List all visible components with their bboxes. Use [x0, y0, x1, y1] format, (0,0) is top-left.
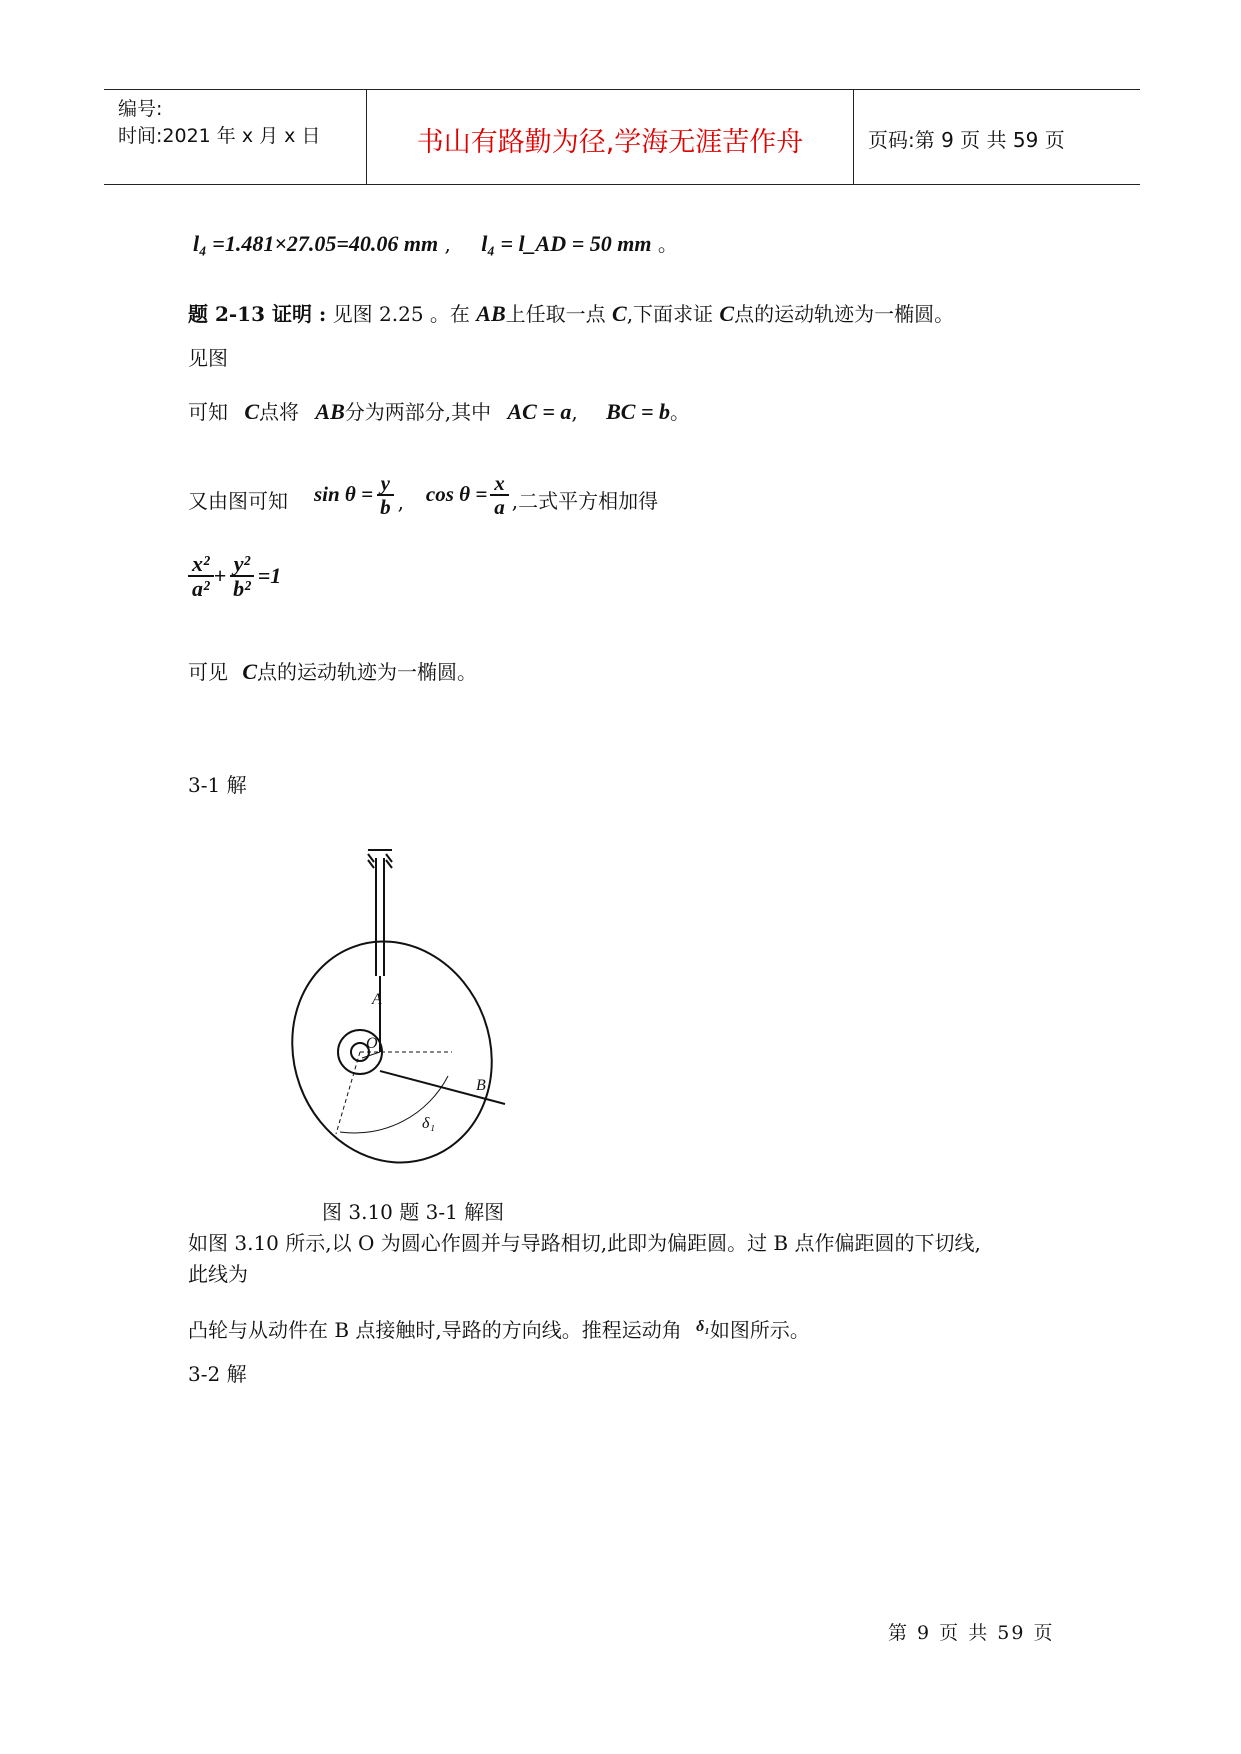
cam-figure [280, 836, 520, 1176]
text-line: 此线为 [188, 1262, 248, 1286]
sin-denominator: b [380, 494, 391, 519]
header-page-label: 页码:第 9 页 共 59 页 [868, 128, 1065, 152]
ellipse-equation [188, 552, 281, 600]
var-C: C [242, 659, 258, 684]
text: 点的运动轨迹为一椭圆。 [257, 660, 478, 684]
header-left-cell [104, 90, 367, 184]
follower-support-hatch [368, 850, 392, 868]
cos-lhs: cos θ = [425, 482, 488, 507]
trig-paragraph [188, 458, 658, 518]
text: 分为两部分,其中 [344, 400, 492, 424]
numerator: y² [230, 552, 254, 577]
fraction-y [229, 552, 255, 600]
text: 点的运动轨迹为一椭圆。 [734, 302, 955, 326]
label-B: B [476, 1077, 486, 1094]
var-C: C [244, 399, 260, 424]
sin-numerator: y [377, 472, 394, 496]
label-O: O [366, 1035, 378, 1052]
equation-l4-value: l₄ = l_AD = 50 mm [481, 231, 652, 256]
ref-line-lower [336, 1052, 360, 1134]
doc-number-label: 编号: [118, 98, 163, 120]
equals-one: =1 [257, 563, 282, 589]
sin-lhs: sin θ = [314, 482, 374, 507]
text: 。 [669, 400, 690, 424]
separator: , [444, 232, 451, 256]
fraction-x [188, 552, 214, 600]
text: 见图 2.25 。在 [332, 302, 470, 326]
var-AB: AB [476, 301, 506, 326]
text: 可见 [188, 660, 228, 684]
radius-line [362, 1052, 380, 1058]
cos-denominator: a [494, 494, 505, 519]
section-heading-3-1: 3-1 解 [188, 773, 247, 797]
var-C: C [719, 301, 735, 326]
line-end: 。 [657, 232, 678, 256]
label-delta1: δ₁ [422, 1115, 435, 1132]
text: , [571, 400, 578, 424]
equation-BC: BC = b [606, 399, 670, 424]
text: ,二式平方相加得 [511, 489, 659, 513]
section-heading-3-2: 3-2 解 [188, 1362, 247, 1386]
text-line [188, 1314, 810, 1343]
figure-caption: 图 3.10 题 3-1 解图 [322, 1200, 505, 1224]
text-line: 如图 3.10 所示,以 O 为圆心作圆并与导路相切,此即为偏距圆。过 B 点作偏距圆的下切线, [188, 1231, 981, 1255]
text: ,下面求证 [626, 302, 714, 326]
equation-AC: AC = a [507, 399, 572, 424]
header-motto: 书山有路勤为径,学海无涯苦作舟 [416, 127, 804, 158]
denominator: b² [233, 576, 251, 602]
text: 可知 [188, 400, 228, 424]
header-right-cell [854, 90, 1140, 184]
problem-title: 题 2-13 证明 : [188, 302, 327, 326]
numerator: x² [188, 552, 214, 577]
text: , [397, 490, 404, 514]
text: 凸轮与从动件在 B 点接触时,导路的方向线。推程运动角 [188, 1318, 682, 1342]
var-delta1: δ₁ [696, 1318, 710, 1335]
doc-time-label: 时间:2021 年 x 月 x 日 [118, 125, 321, 147]
cos-fraction [490, 472, 509, 518]
label-A: A [372, 991, 382, 1008]
cos-numerator: x [490, 472, 509, 496]
page-footer: 第 9 页 共 59 页 [888, 1622, 1055, 1644]
page-header [104, 89, 1140, 185]
tangent-line [380, 1071, 505, 1104]
text: 又由图可知 [188, 489, 288, 513]
plus-sign: + [213, 563, 227, 589]
header-center-cell [367, 90, 854, 184]
text-line: 见图 [188, 346, 228, 370]
text: 上任取一点 [505, 302, 606, 326]
denominator: a² [192, 576, 210, 602]
equation-line-1 [193, 228, 678, 257]
division-paragraph [188, 396, 690, 425]
var-C: C [612, 301, 627, 326]
proof-paragraph [188, 298, 954, 327]
text: 如图所示。 [709, 1318, 810, 1342]
equation-l4-calc: l₄ =1.481×27.05=40.06 mm [193, 231, 439, 256]
sin-fraction [376, 472, 395, 518]
conclusion-paragraph [188, 656, 477, 685]
text: 点将 [259, 400, 300, 424]
cam-profile [280, 913, 520, 1176]
var-AB: AB [315, 399, 345, 424]
